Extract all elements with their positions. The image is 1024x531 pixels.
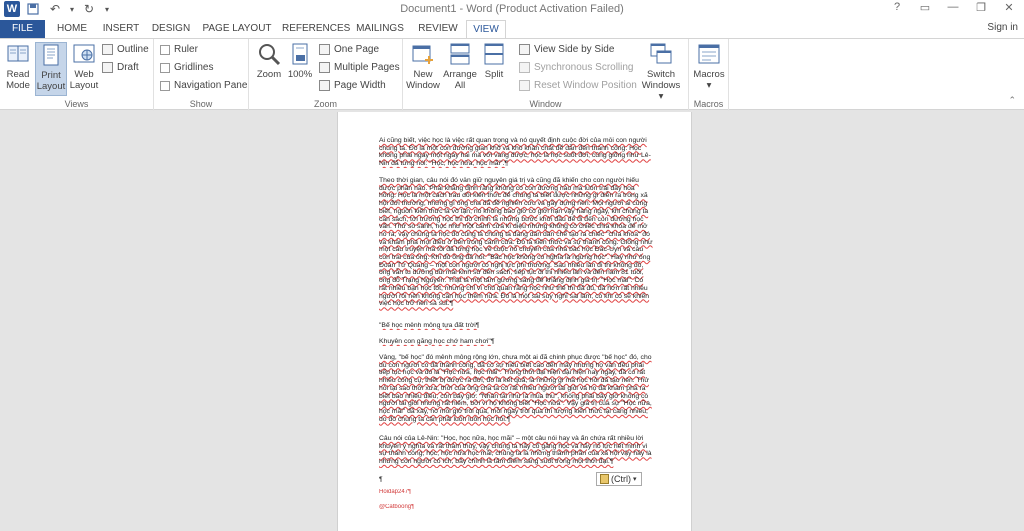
new-window-icon — [411, 42, 435, 66]
gridlines-checkbox[interactable]: Gridlines — [160, 62, 213, 73]
arrange-all-icon — [448, 42, 472, 66]
page-width-button[interactable]: Page Width — [319, 80, 386, 91]
paragraph-6[interactable]: Câu nói của Lê-Nin: "Học, học nữa, học mãi" – một câu nói hay và ẩn chứa rất nhiều lời khuyên ý nghĩa và rất thâm thúy, vậy chúng ta hãy cố gắng học và hãy nỗ lực hết mình vì sự thành công, học, học nữa học mãi, chúng ta là những thành phần của xã hội vậy hãy là những con người có ích, bây chính là tấm điểm sáng suốt trong mọi thời đại.¶ — [379, 435, 652, 466]
ribbon-display-options-icon[interactable]: ▭ — [919, 2, 931, 14]
tab-review[interactable]: REVIEW — [418, 23, 458, 34]
view-side-by-side-button[interactable]: View Side by Side — [519, 44, 614, 55]
outline-button[interactable]: Outline — [102, 44, 149, 55]
web-layout-button[interactable]: Web Layout — [68, 42, 100, 91]
macros-dropdown-icon: ▾ — [706, 80, 712, 91]
tab-references[interactable]: REFERENCES — [282, 23, 351, 34]
switch-windows-dropdown-icon: ▾ — [658, 91, 664, 102]
undo-dropdown-icon[interactable]: ▾ — [69, 4, 74, 14]
zoom-button[interactable]: Zoom — [255, 42, 283, 80]
gridlines-checkbox-box[interactable] — [160, 63, 170, 73]
paste-options-button[interactable]: (Ctrl) ▾ — [596, 472, 642, 486]
ruler-checkbox-box[interactable] — [160, 45, 170, 55]
paragraph-4[interactable]: Khuyên con gắng học chớ ham chơi"¶ — [379, 338, 495, 345]
zoom-100-icon — [288, 42, 312, 66]
paste-dropdown-icon: ▾ — [633, 476, 637, 483]
tab-page-layout[interactable]: PAGE LAYOUT — [202, 23, 272, 34]
paragraph-2[interactable]: Theo thời gian, câu nói đó vẫn giữ nguyên giá trị và cũng đã khiến cho con người hiểu được phần nào. Phải khẳng định rằng không có con đường nào mà luôn trải đầy hoa hồng. Học là một cách trau dồi kiến thức để chúng ta biết được những gì diễn ra trong xã hội đời thường, những gì ông cha đã để nghiên cứu và gầy dựng nên. Mọi người ai cũng biết, nguồn kiến thức là vô tận, nó không bao giờ có giới hạn vậy hàng ngày, khi chúng ta cần sách, tới trường học thì đó chính là những bước khởi đầu để đi đến con đường học vấn. Thử so sánh, học như một cánh cửa kì diệu nhưng không có chiếc chìa khóa để mở nó ra, vậy chúng ta học đó cũng là chúng ta đang dần dần chế tạo ra chiếc "chìa khóa" đó và khám phá mọi điều ở bên trong cánh cửa. Đó là kiến thức và sự thành công. Giống như một câu truyện mà tôi đã từng học về cuộc nỗ chuyến của nhà bác học Đác-Uyn và câu con trai của ông. Khi đó ông đã nói: "Bác học không có nghĩa là ngừng học". Hay như ông Đoàn Tử Quang – một con người có nghị lực phi thường. Sau nhiều lần đi thi không đỗ, ông vẫn tu dưỡng dùi mài kinh sử đèn sách, tiếp tục đi thi nhiều lần và đến năm 81 tuổi, ông đỗ Trạng Nguyên. Thật là một tấm gương sáng để khẳng định giá trị: "Học mãi". Có rất nhiều bạn học tốt, nhưng chỉ vì chủ quan rằng học như thế thì đã đủ, đã hơn rất nhiều người rồi nên không cần học thêm nữa. Đó là một sai suy nghĩ sai lầm, có khi có sẽ khiến việc học trở nên sa sút.¶ — [379, 177, 653, 308]
read-mode-icon — [6, 42, 30, 66]
side-by-side-icon — [519, 44, 530, 55]
tab-insert[interactable]: INSERT — [102, 23, 140, 34]
ruler-checkbox[interactable]: Ruler — [160, 44, 198, 55]
one-page-icon — [319, 44, 330, 55]
window-group — [403, 39, 689, 111]
tab-file[interactable]: FILE — [0, 20, 45, 38]
paragraph-7[interactable]: ¶ — [379, 476, 383, 483]
multiple-pages-button[interactable]: Multiple Pages — [319, 62, 400, 73]
navigation-pane-checkbox-box[interactable] — [160, 81, 170, 91]
macros-button[interactable]: Macros ▾ — [691, 42, 727, 91]
zoom-group — [249, 39, 403, 111]
window-group-label: Window — [529, 99, 562, 109]
show-group — [154, 39, 249, 111]
sync-scroll-icon — [519, 62, 530, 73]
zoom-group-label: Zoom — [313, 99, 337, 109]
ribbon-tabs — [0, 20, 1024, 38]
help-button[interactable]: ? — [893, 1, 901, 13]
macros-group-label: Macros — [693, 99, 724, 109]
zoom-100-button[interactable]: 100% — [287, 42, 313, 80]
reset-position-icon — [519, 80, 530, 91]
one-page-button[interactable]: One Page — [319, 44, 379, 55]
reset-window-position-button[interactable]: Reset Window Position — [519, 80, 637, 91]
draft-icon — [102, 62, 113, 73]
close-button[interactable]: ✕ — [1004, 2, 1014, 14]
synchronous-scrolling-button[interactable]: Synchronous Scrolling — [519, 62, 634, 73]
print-layout-button[interactable]: Print Layout — [35, 42, 67, 96]
credit-hoidap247[interactable]: Hoidap247¶ — [379, 489, 412, 495]
print-layout-icon — [39, 43, 63, 67]
tab-design[interactable]: DESIGN — [151, 23, 191, 34]
arrange-all-button[interactable]: Arrange All — [443, 42, 477, 91]
tab-view[interactable]: VIEW — [466, 20, 506, 39]
paragraph-1[interactable]: Ai cũng biết, việc học là việc rất quan trọng và nó quyết định cuộc đời của mỗi con người chúng ta. Đó là một con đường gian khổ và khó khăn chắt để dẫn đến thành công. Học không phải ngày một ngày hai mà với vàng được, học là học suốt đời, cũng giống như Lê-Nin đã từng nói: "Học, học nữa, học mãi".¶ — [379, 137, 651, 168]
read-mode-button[interactable]: Read Mode — [3, 42, 33, 91]
tab-mailings[interactable]: MAILINGS — [356, 23, 404, 34]
multiple-pages-icon — [319, 62, 330, 73]
magnifier-icon — [257, 42, 281, 66]
undo-icon[interactable]: ↶ — [49, 2, 61, 16]
macros-icon — [697, 42, 721, 66]
switch-windows-button[interactable]: Switch Windows ▾ — [639, 42, 683, 102]
word-logo-icon[interactable]: W — [4, 1, 20, 17]
restore-button[interactable]: ❐ — [976, 2, 986, 14]
window-controls — [886, 1, 1020, 14]
window-title: Document1 - Word (Product Activation Failed) — [400, 3, 624, 15]
document-page[interactable] — [337, 112, 692, 531]
switch-windows-icon — [649, 42, 673, 66]
clipboard-icon — [600, 474, 609, 484]
paragraph-5[interactable]: Vâng, "bể học" đó mênh mông rộng lớn, chưa một ai đã chinh phục được "bể học" đó, cho dù con người có đã thành công, đã có sự hiểu biết cao đến mấy nhưng họ vẫn đều phải tiếp tục học và đó là "Học nữa, học mãi". Trong thời đại hiện đại hiện nay ngày, đã có rất nhiều công cụ, thiết bị được ra đời, đó là kết quả, là những gì mà học hỏi đã tạo nên. Thử hỏi tại sao thời xưa, thời của ông cha ta có rất nhiều người tài giỏi và họ đã khám phá ra biết bao nhiêu điều, còn bây giờ: "Nhân tài như lá mùa thu", không phải bây giờ không có người tài giỏi nhưng rất hiếm, bởi vì họ không biết "Học nữa". Vậy giá trị của sự "Học nữa, học mãi" đã xây, nó mỗi giờ trôi qua, mỗi ngày trôi qua thì lượng kiến thức lại càng nhiều, do đó chúng ta cần phải luôn luôn học hỏi.¶ — [379, 354, 652, 423]
web-layout-icon — [72, 42, 96, 66]
collapse-ribbon-icon[interactable]: ⌃ — [1008, 95, 1016, 105]
minimize-button[interactable]: — — [947, 1, 959, 13]
ribbon — [0, 38, 1024, 110]
redo-icon[interactable]: ↻ — [83, 2, 95, 16]
draft-button[interactable]: Draft — [102, 62, 139, 73]
new-window-button[interactable]: New Window — [405, 42, 441, 91]
outline-icon — [102, 44, 113, 55]
paragraph-3[interactable]: "Bể học mênh mông tựa đất trời¶ — [379, 322, 480, 329]
views-group — [0, 39, 154, 111]
page-width-icon — [319, 80, 330, 91]
macros-group — [689, 39, 729, 111]
customize-qat-icon[interactable]: ▾ — [104, 4, 109, 14]
show-group-label: Show — [189, 99, 213, 109]
tab-home[interactable]: HOME — [57, 23, 87, 34]
credit-catboong[interactable]: @Catboong¶ — [379, 504, 415, 510]
views-group-label: Views — [64, 99, 89, 109]
split-button[interactable]: Split — [481, 42, 507, 80]
split-icon — [482, 42, 506, 66]
sign-in-link[interactable]: Sign in — [987, 22, 1018, 33]
navigation-pane-checkbox[interactable]: Navigation Pane — [160, 80, 247, 91]
title-bar — [0, 0, 1024, 20]
